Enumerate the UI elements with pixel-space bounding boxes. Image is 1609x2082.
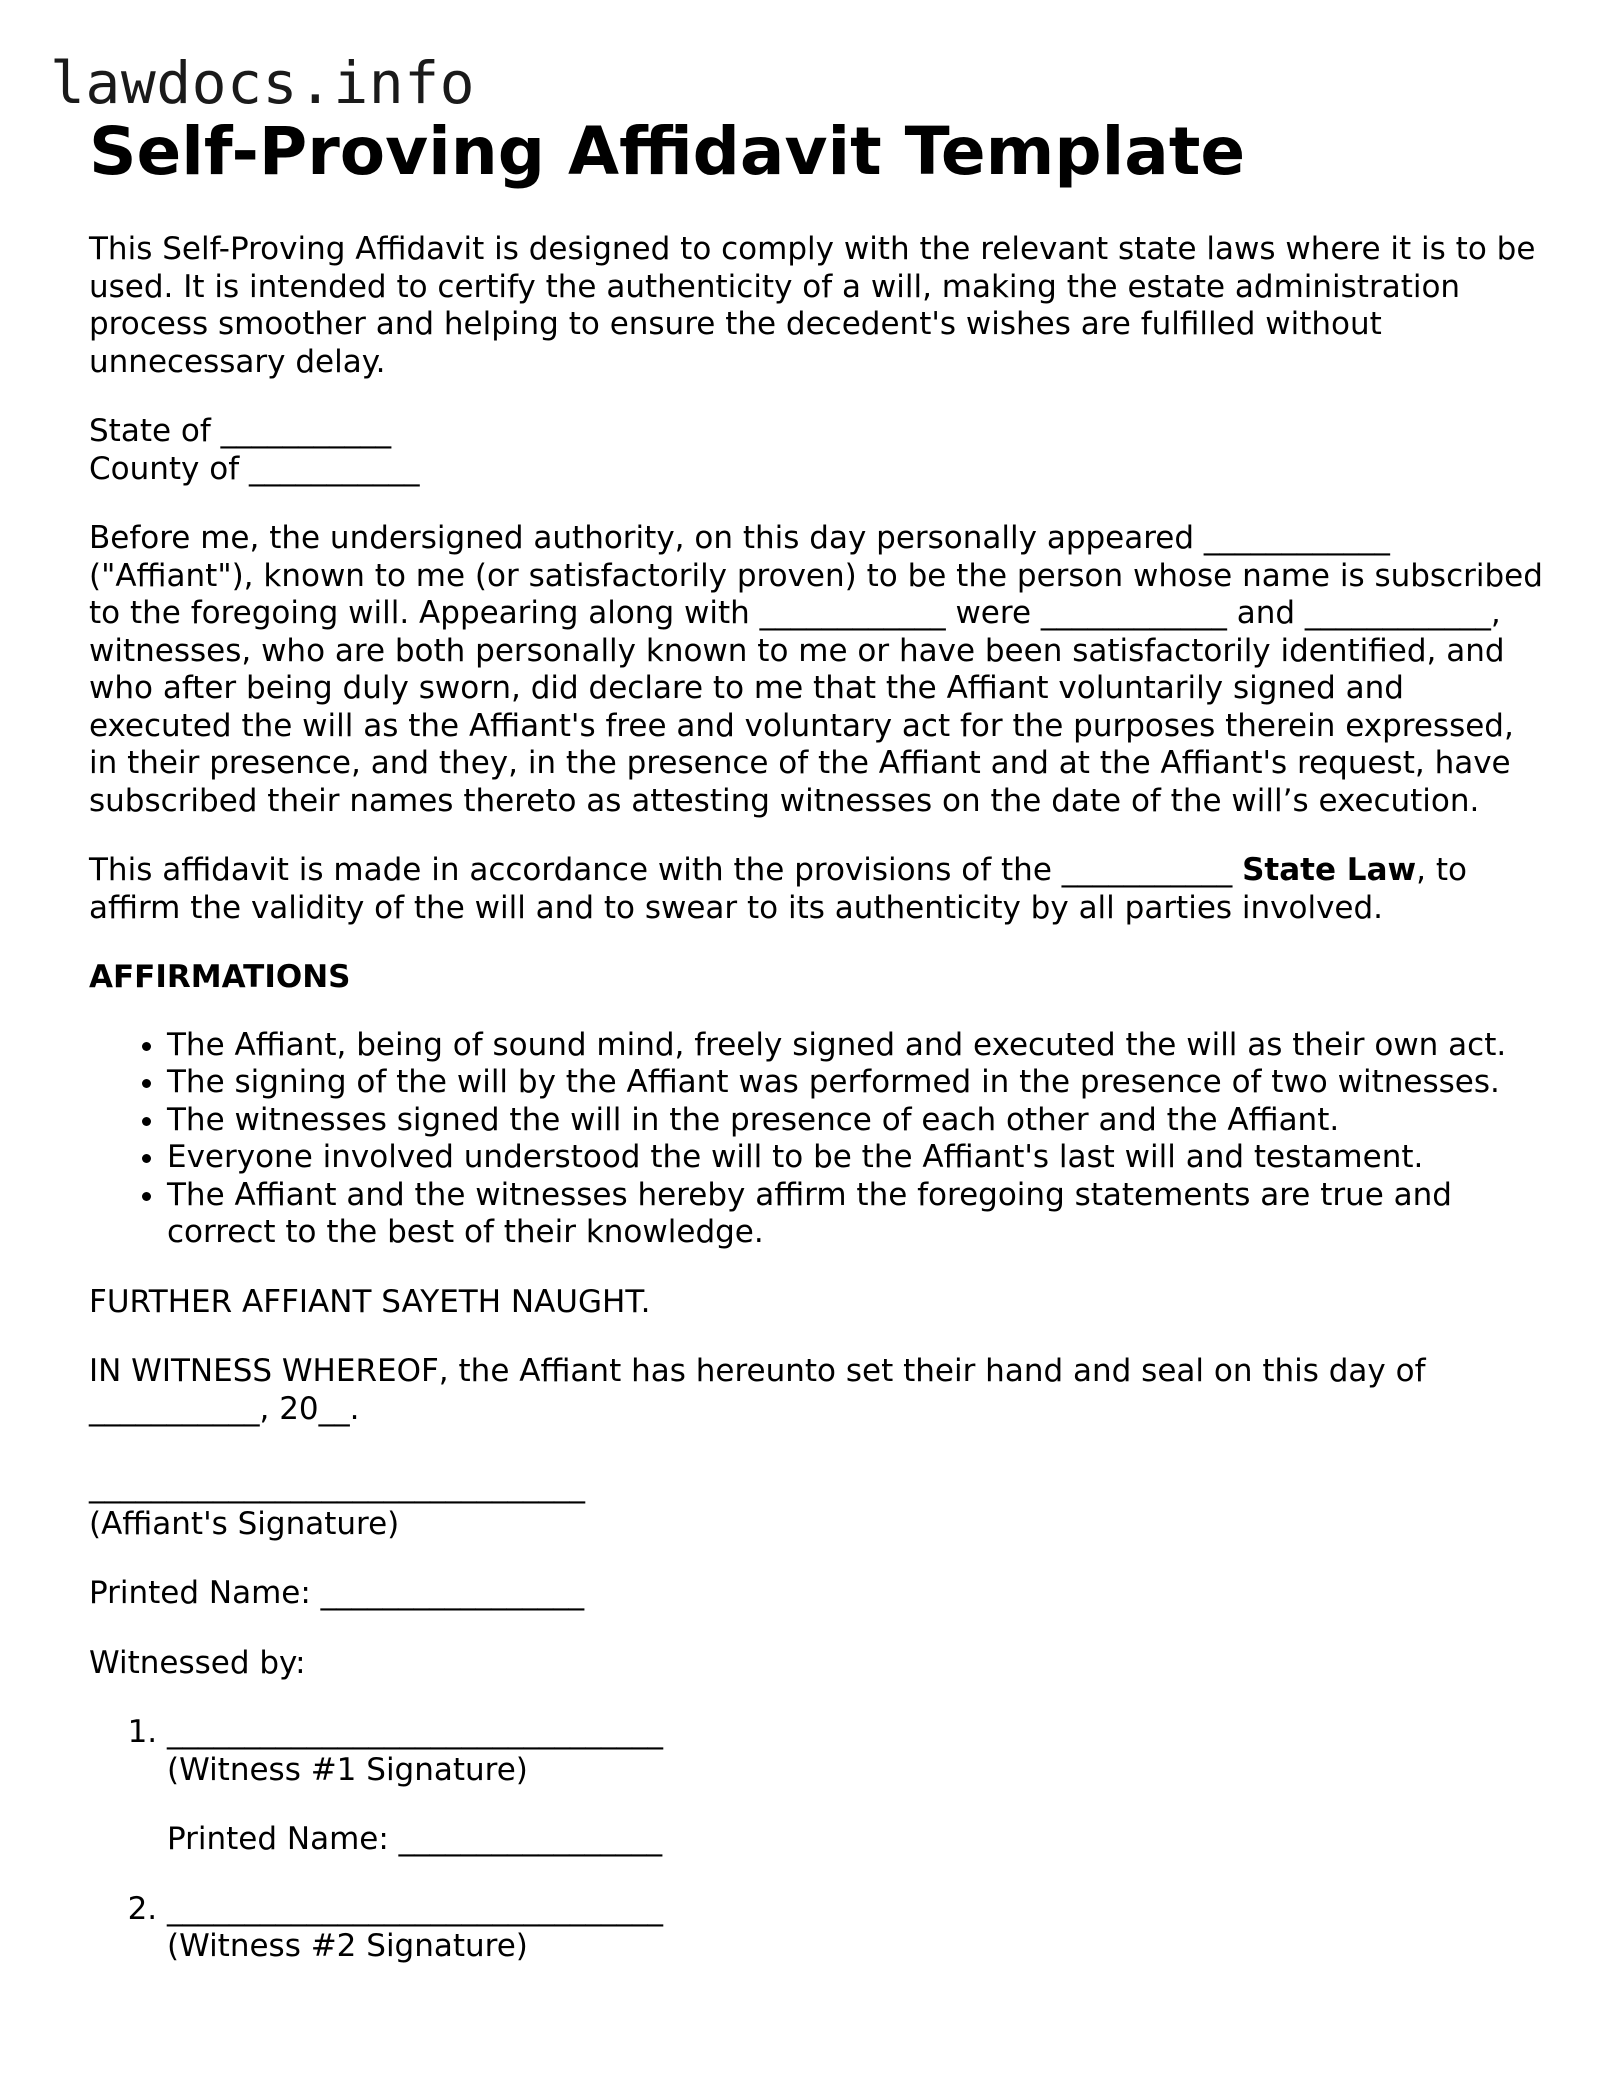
witnessed-by-label: Witnessed by: (89, 1644, 306, 1681)
county-line: County of ___________ (89, 450, 420, 487)
list-item: • The signing of the will by the Affiant was performed in the presence of two witnesses. (167, 1064, 1549, 1102)
witness-signature-label: (Witness #1 Signature) (167, 1751, 528, 1788)
affiant-printed-name: Printed Name: _________________ (89, 1575, 585, 1611)
state-line: State of ___________ (89, 413, 392, 449)
further-affiant-line: FURTHER AFFIANT SAYETH NAUGHT. (89, 1283, 651, 1320)
document-title: Self-Proving Affidavit Template (89, 113, 1246, 190)
affirmations-list (89, 1027, 1549, 1252)
witness-signature-line: 1. ________________________________ (167, 1714, 663, 1750)
affirmations-heading: AFFIRMATIONS (89, 959, 351, 995)
affiant-signature-line: ________________________________ (89, 1468, 585, 1504)
witness-printed-name: Printed Name: _________________ (167, 1821, 663, 1857)
list-item: • Everyone involved understood the will to be the Affiant's last will and testament. (167, 1139, 1549, 1177)
witness-signature-line: 2. ________________________________ (167, 1890, 663, 1927)
venue-block (89, 413, 1549, 488)
appearance-paragraph: Before me, the undersigned authority, on this day personally appeared ____________ ("Affiant"), known to me (or satisfactorily proven) to be the person whose name is subscribed to the foregoing will. Appearing along with ____________ were ____________ and ____________, witnesses, who are both personally known to me or have been satisfactorily identified, and who after being duly sworn, did declare to me that the Affiant voluntarily signed and executed the will as the Affiant's free and voluntary act for the purposes therein expressed, in their presence, and they, in the presence of the Affiant and at the Affiant's request, have subscribed their names thereto as attesting witnesses on the date of the will’s execution. (89, 520, 1543, 819)
affiant-signature-label: (Affiant's Signature) (89, 1505, 400, 1542)
affiant-signature-block (89, 1468, 1549, 1543)
witness-whereof-paragraph: IN WITNESS WHEREOF, the Affiant has hereunto set their hand and seal on this day of ___________, 20__. (89, 1353, 1426, 1427)
document-body (89, 112, 1549, 1998)
law-text-bold: State Law (1242, 852, 1417, 888)
witness-list (89, 1714, 1549, 1966)
law-paragraph (89, 852, 1549, 927)
list-item: • The witnesses signed the will in the presence of each other and the Affiant. (167, 1102, 1549, 1140)
witness-item (167, 1891, 1549, 1966)
list-item: • The Affiant, being of sound mind, freely signed and executed the will as their own act. (167, 1027, 1549, 1065)
intro-paragraph: This Self-Proving Affidavit is designed to comply with the relevant state laws where it is to be used. It is intended to certify the authenticity of a will, making the estate administration process smoother and helping to ensure the decedent's wishes are fulfilled without unnecessary delay. (89, 231, 1536, 380)
law-text-before: This affidavit is made in accordance with the provisions of the ___________ (89, 852, 1243, 888)
law-text-after: , to affirm the validity of the will and to swear to its authenticity by all parties involved. (89, 852, 1467, 926)
list-item: • The Affiant and the witnesses hereby affirm the foregoing statements are true and correct to the best of their knowledge. (167, 1177, 1549, 1252)
site-brand: lawdocs.info (50, 49, 476, 117)
witness-signature-label: (Witness #2 Signature) (167, 1928, 528, 1964)
witness-item (167, 1714, 1549, 1859)
